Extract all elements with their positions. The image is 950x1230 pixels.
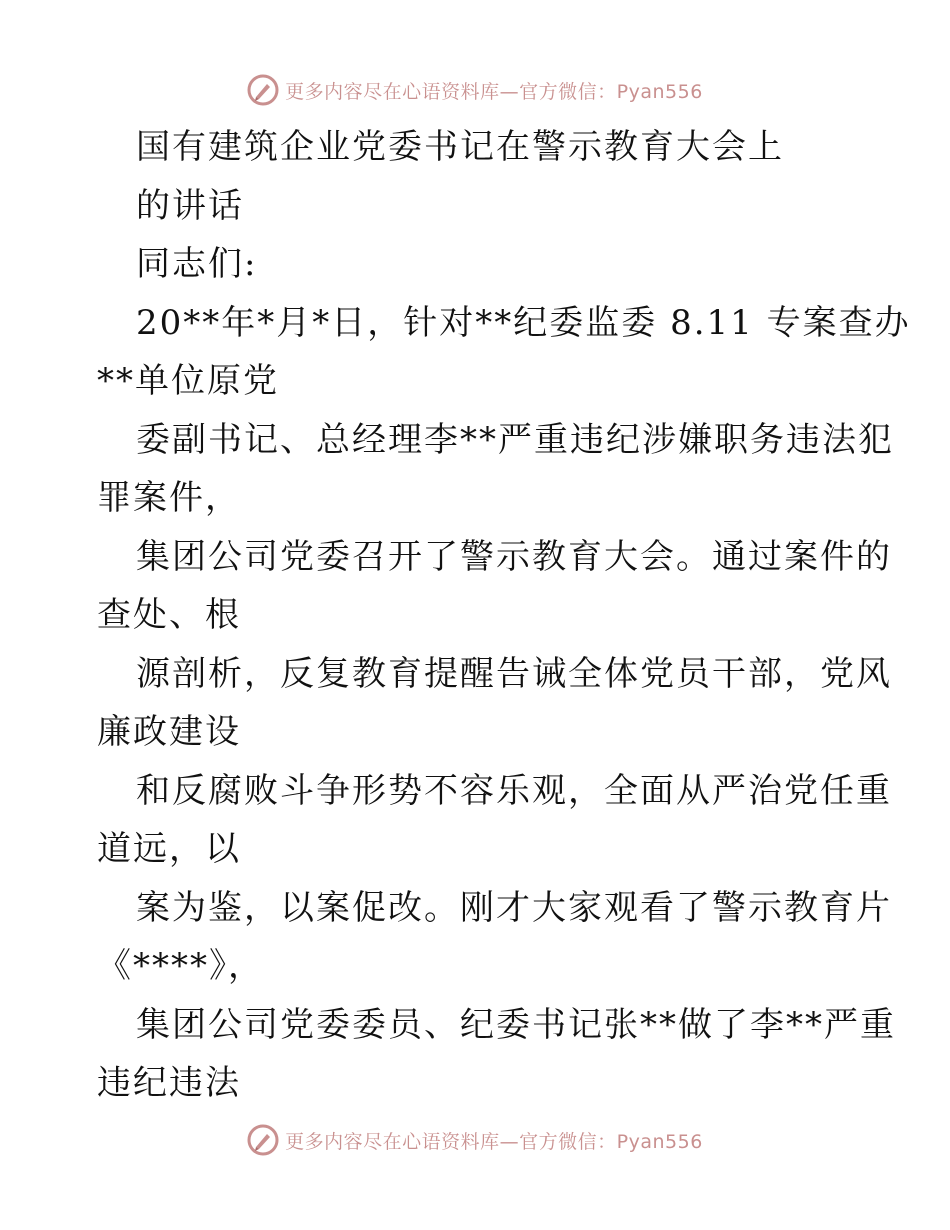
text-line: 集团公司党委召开了警示教育大会。通过案件的 xyxy=(136,536,892,577)
text-line: 违纪违法 xyxy=(97,1063,241,1103)
text-line: 查处、根 xyxy=(97,595,241,635)
text-line: 的讲话 xyxy=(136,185,244,226)
document-body xyxy=(97,118,911,1113)
text-line: **单位原党 xyxy=(97,361,279,401)
watermark-footer xyxy=(0,1122,950,1158)
watermark-text: 更多内容尽在心语资料库—官方微信：Pyan556 xyxy=(285,80,703,103)
text-line: 源剖析，反复教育提醒告诫全体党员干部，党风 xyxy=(136,653,892,694)
text-line: 案为鉴，以案促改。刚才大家观看了警示教育片 xyxy=(136,887,892,928)
text-line: 委副书记、总经理李**严重违纪涉嫌职务违法犯 xyxy=(136,419,894,460)
watermark-header xyxy=(0,72,950,108)
text-line: 国有建筑企业党委书记在警示教育大会上 xyxy=(136,127,784,167)
text-line: 《****》， xyxy=(97,946,264,986)
text-line: 罪案件， xyxy=(97,478,241,518)
text-line: 集团公司党委委员、纪委书记张**做了李**严重 xyxy=(136,1004,896,1045)
text-line: 廉政建设 xyxy=(97,712,241,752)
watermark-text: 更多内容尽在心语资料库—官方微信：Pyan556 xyxy=(285,1130,703,1153)
text-line: 20**年*月*日，针对**纪委监委 8.11 专案查办 xyxy=(136,302,911,343)
pen-logo-icon xyxy=(247,1124,279,1156)
text-line: 道远，以 xyxy=(97,829,241,869)
pen-logo-icon xyxy=(247,74,279,106)
text-line: 和反腐败斗争形势不容乐观，全面从严治党任重 xyxy=(136,770,892,811)
text-line: 同志们: xyxy=(136,244,258,284)
